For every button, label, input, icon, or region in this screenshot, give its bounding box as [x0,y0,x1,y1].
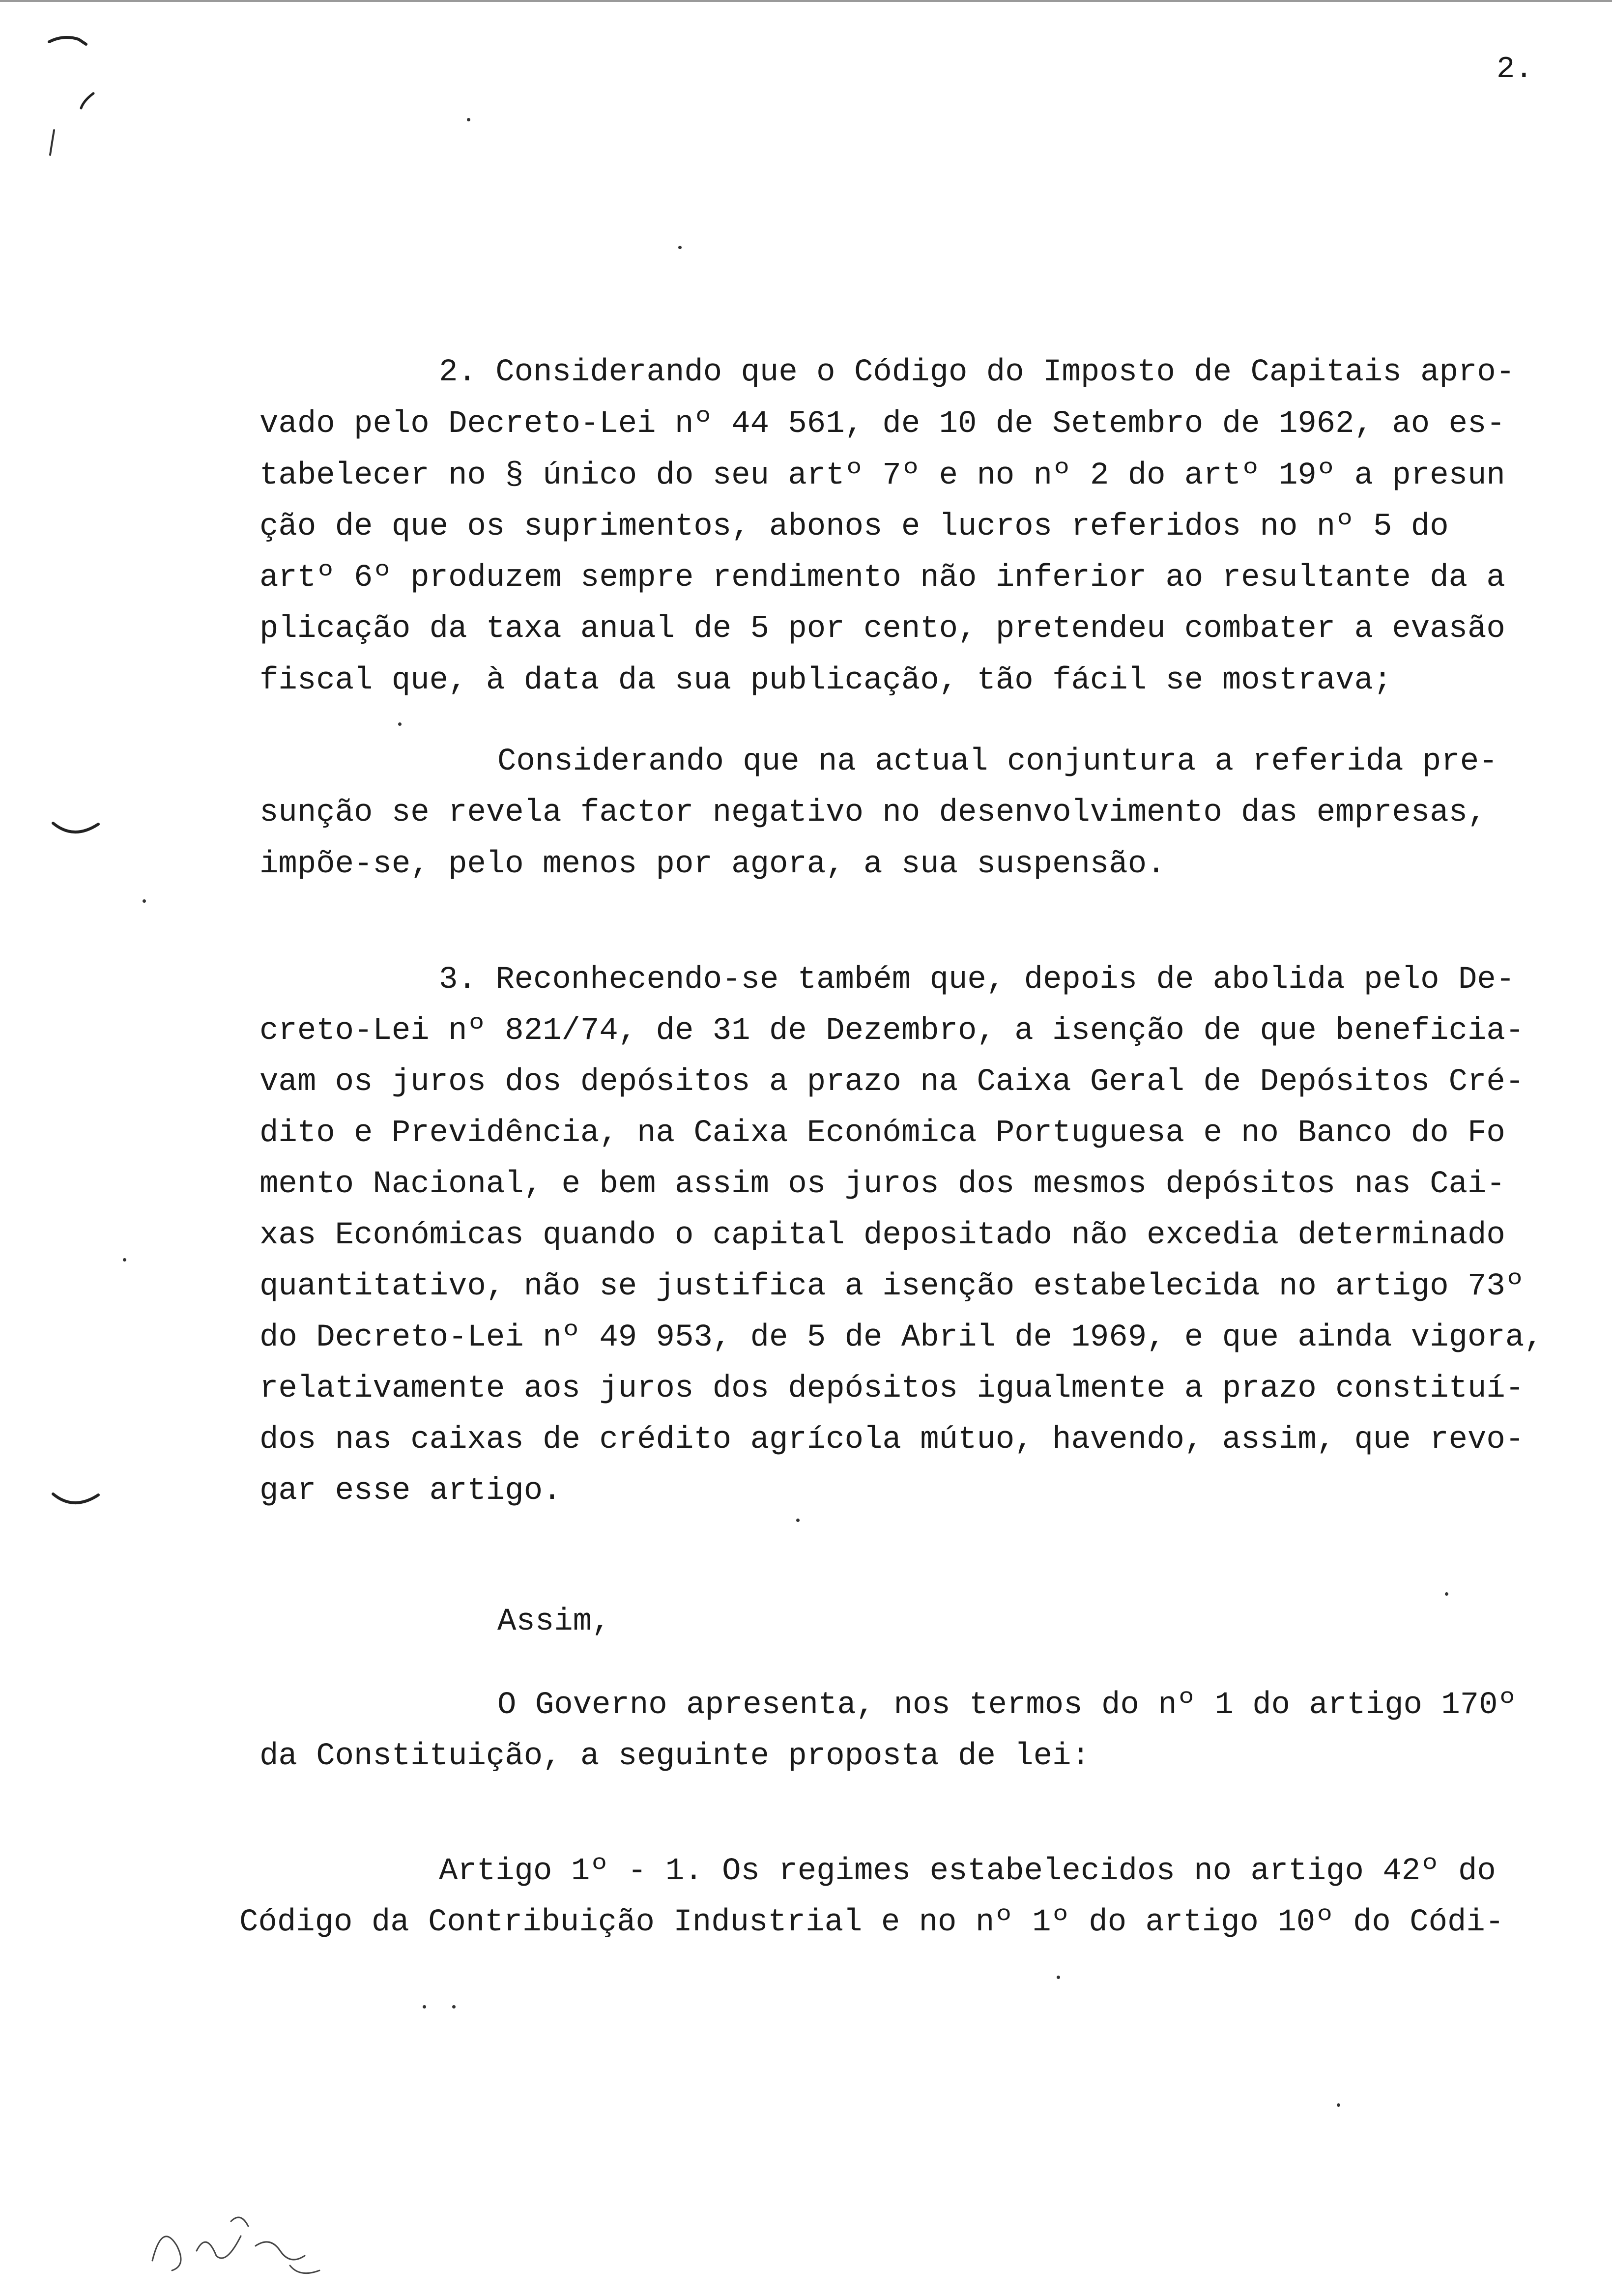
scan-speck [796,1519,800,1522]
paragraph-6-line-2: Código da Contribuição Industrial e no nº 1º do artigo 10º do Códi- [239,1905,1504,1940]
paragraph-2-line-3: impõe-se, pelo menos por agora, a sua suspensão. [259,847,1166,882]
paragraph-2-line-2: sunção se revela factor negativo no desenvolvimento das empresas, [259,795,1487,831]
paragraph-1-line-2: vado pelo Decreto-Lei nº 44 561, de 10 de Setembro de 1962, ao es- [259,406,1505,442]
paragraph-1-line-5: artº 6º produzem sempre rendimento não inferior ao resultante da a [259,560,1505,596]
scan-speck [678,246,682,249]
handwritten-tick-mark-2 [49,1489,103,1519]
scan-speck [1337,2103,1340,2107]
paragraph-3-line-2: creto-Lei nº 821/74, de 31 de Dezembro, a isenção de que beneficia- [259,1013,1525,1049]
paragraph-5-line-2: da Constituição, a seguinte proposta de lei: [259,1739,1090,1774]
paragraph-3-line-3: vam os juros dos depósitos a prazo na Caixa Geral de Depósitos Cré- [259,1064,1525,1100]
paragraph-1-line-7: fiscal que, à data da sua publicação, tão fácil se mostrava; [259,663,1392,698]
scan-speck [398,722,402,726]
scan-speck [1057,1976,1060,1979]
scan-speck [423,2005,426,2009]
scan-speck [467,118,470,121]
paragraph-1-line-1: 2. Considerando que o Código do Imposto de Capitais apro- [439,355,1515,390]
paragraph-3-line-9: relativamente aos juros dos depósitos igualmente a prazo constituí- [259,1371,1525,1406]
paragraph-3-line-4: dito e Previdência, na Caixa Económica Portuguesa e no Banco do Fo [259,1116,1505,1151]
paragraph-3-line-1: 3. Reconhecendo-se também que, depois de abolida pelo De- [439,962,1515,998]
paragraph-3-line-5: mento Nacional, e bem assim os juros dos mesmos depósitos nas Cai- [259,1167,1505,1202]
handwritten-initials-signature [143,2192,339,2290]
scan-speck [143,899,146,903]
scan-speck [452,2005,456,2009]
paragraph-5-line-1: O Governo apresenta, nos termos do nº 1 do artigo 170º [497,1688,1517,1723]
paragraph-2-line-1: Considerando que na actual conjuntura a referida pre- [497,744,1498,779]
paragraph-3-line-8: do Decreto-Lei nº 49 953, de 5 de Abril de 1969, e que ainda vigora, [259,1320,1543,1355]
paragraph-1-line-3: tabelecer no § único do seu artº 7º e no nº 2 do artº 19º a presun [259,458,1505,493]
page-top-edge [0,0,1612,2]
scan-speck [123,1258,126,1262]
paragraph-3-line-6: xas Económicas quando o capital depositado não excedia determinado [259,1218,1505,1253]
paragraph-3-line-10: dos nas caixas de crédito agrícola mútuo, havendo, assim, que revo- [259,1422,1525,1458]
handwritten-tick-mark-1 [49,818,103,848]
paragraph-4-line-1: Assim, [497,1604,611,1639]
paragraph-3-line-7: quantitativo, não se justifica a isenção estabelecida no artigo 73º [259,1269,1525,1304]
paragraph-1-line-6: plicação da taxa anual de 5 por cento, pretendeu combater a evasão [259,611,1505,647]
scan-speck [1445,1592,1448,1596]
paragraph-1-line-4: ção de que os suprimentos, abonos e lucros referidos no nº 5 do [259,509,1449,545]
paragraph-6-line-1: Artigo 1º - 1. Os regimes estabelecidos no artigo 42º do [439,1854,1496,1889]
page-number: 2. [1497,52,1533,86]
handwritten-mark-top-left [44,27,123,160]
paragraph-3-line-11: gar esse artigo. [259,1473,562,1509]
